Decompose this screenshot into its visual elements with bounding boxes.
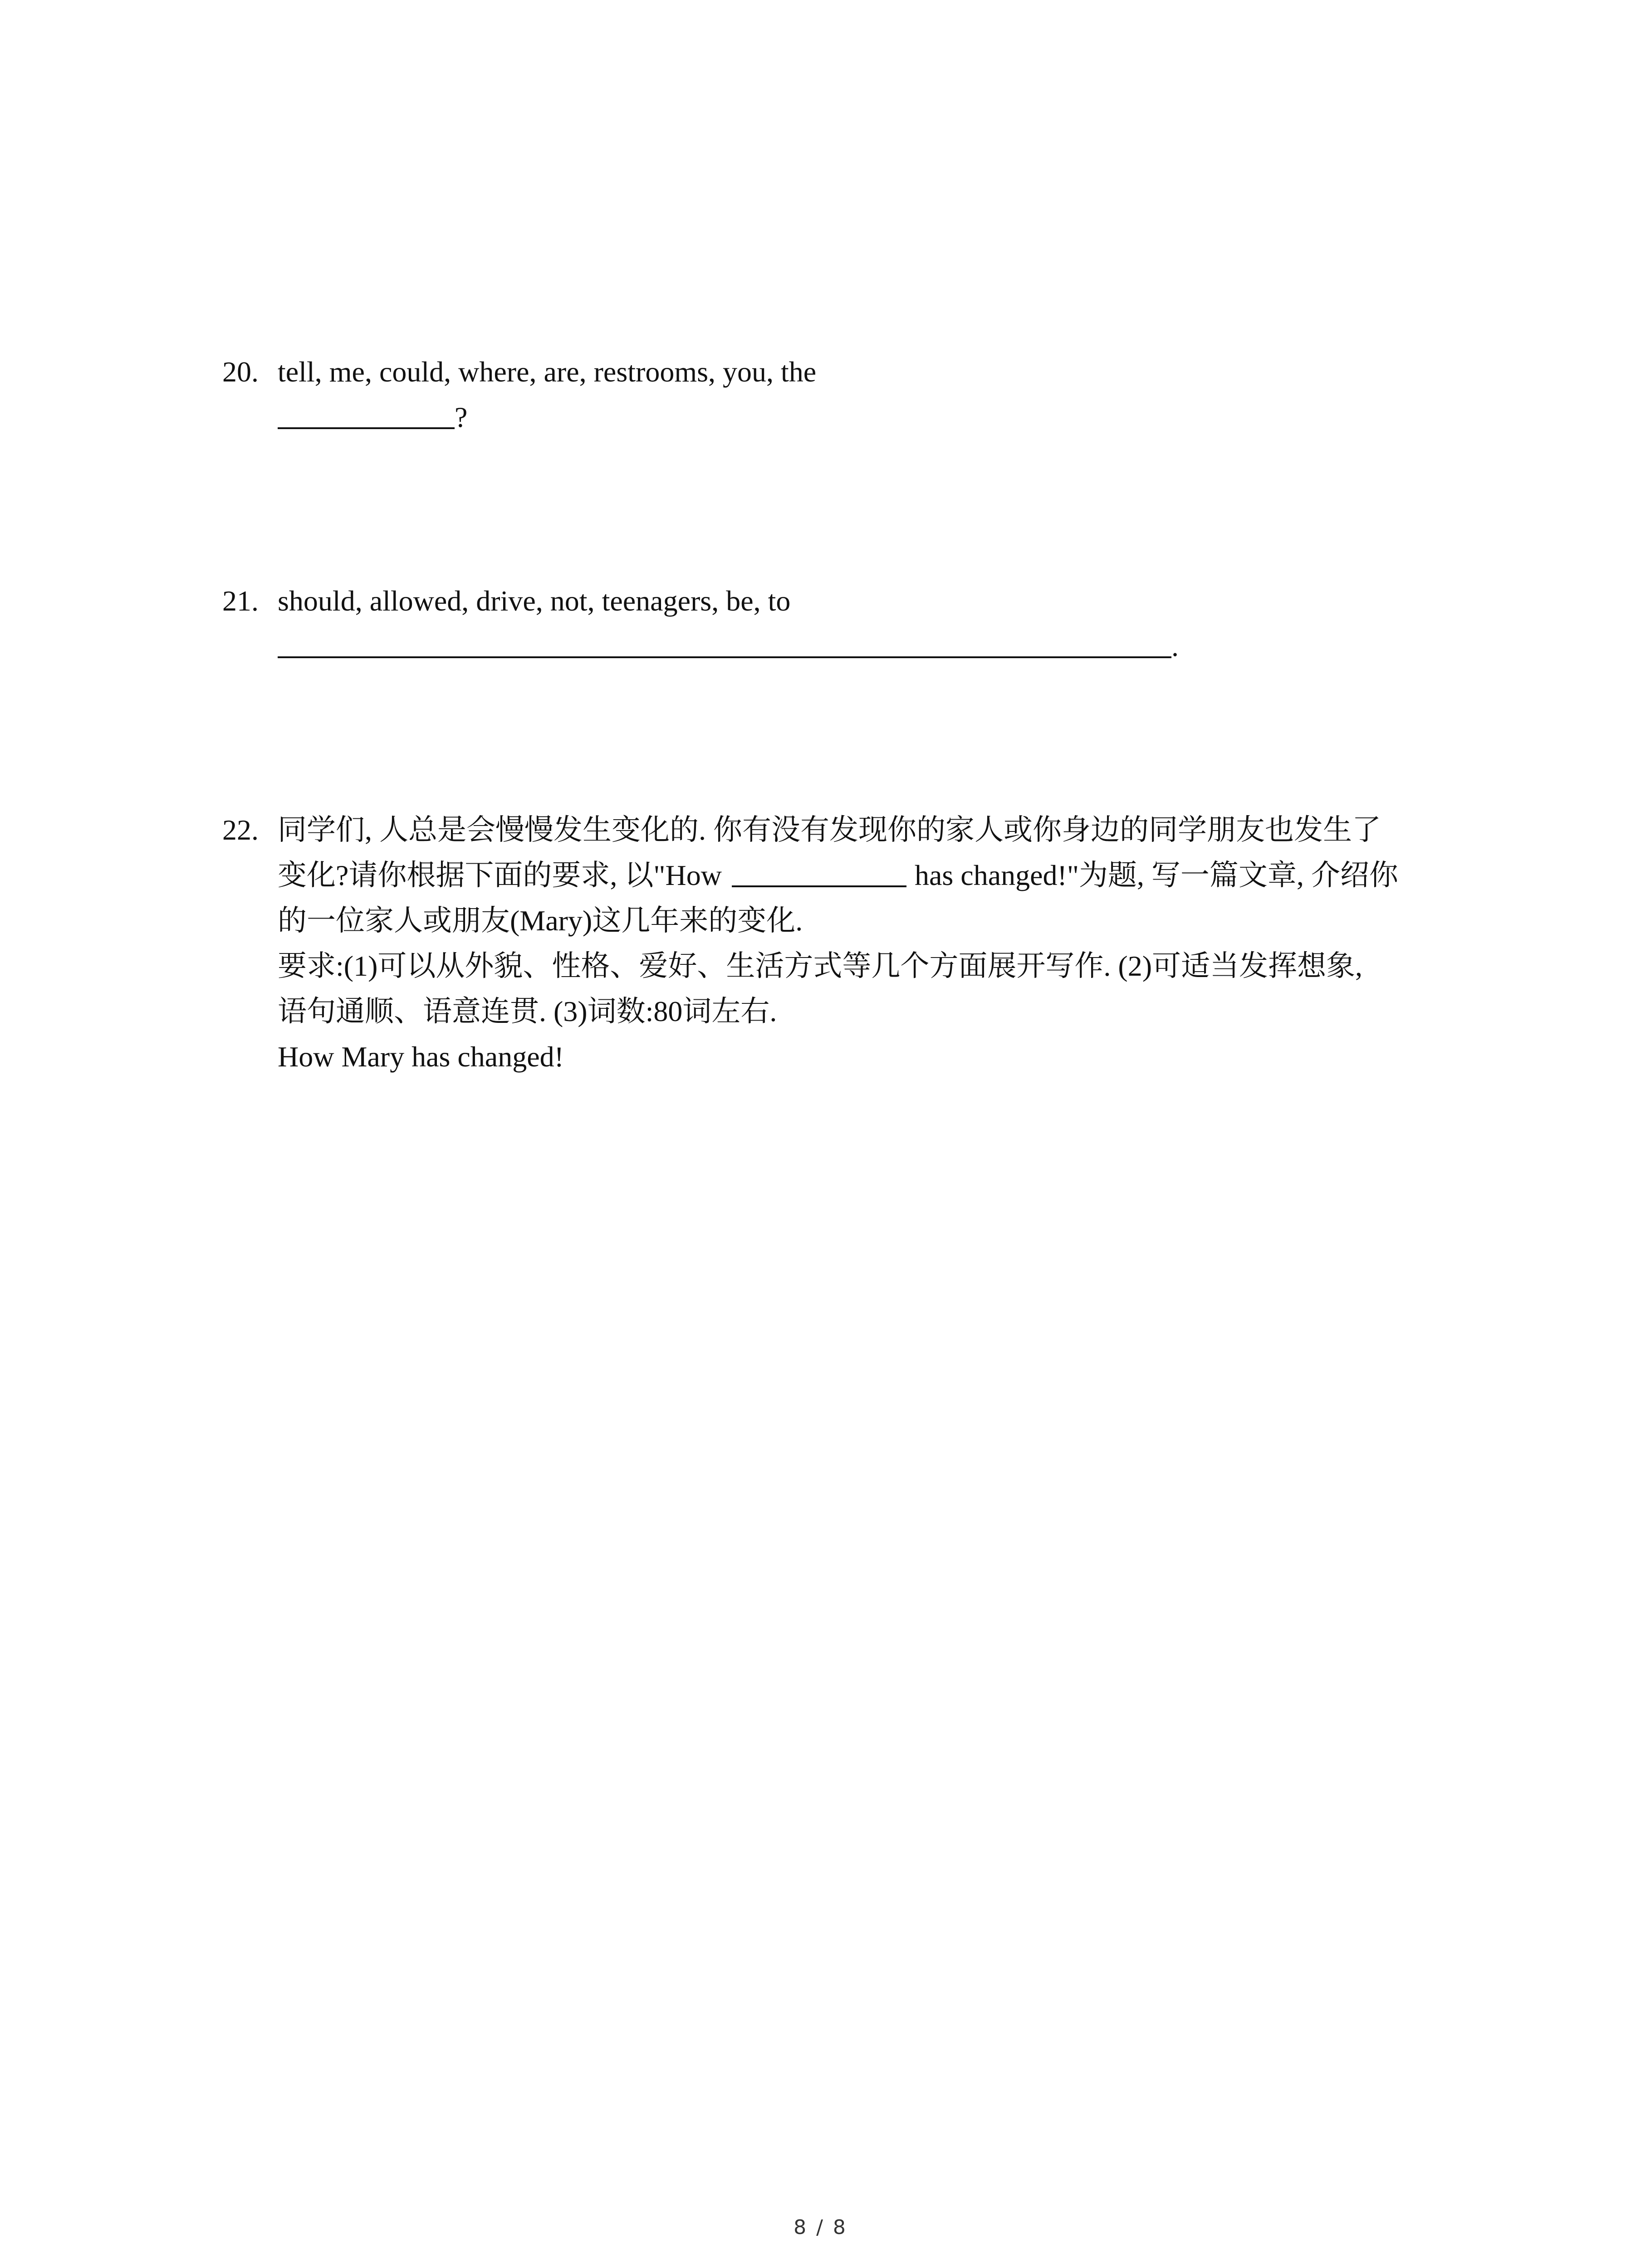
title-blank[interactable] xyxy=(732,853,906,887)
page-number: 8 / 8 xyxy=(794,2216,847,2239)
question-instruction-line-2 xyxy=(278,853,1470,898)
question-instruction-line-3: 的一位家人或朋友(Mary)这几年来的变化. xyxy=(278,904,803,937)
question-prompt: should, allowed, drive, not, teenagers, be, to xyxy=(278,585,791,617)
answer-line xyxy=(278,624,1470,669)
question-20 xyxy=(222,349,1470,440)
question-instruction-line-1: 同学们, 人总是会慢慢发生变化的. 你有没有发现你的家人或你身边的同学朋友也发生了 xyxy=(278,814,1381,846)
instruction-text-before-blank: 变化?请你根据下面的要求, 以"How xyxy=(278,859,722,891)
sentence-ending-punctuation: . xyxy=(1171,630,1179,662)
essay-title: How Mary has changed! xyxy=(278,1041,564,1073)
answer-line xyxy=(278,395,1470,440)
question-21 xyxy=(222,578,1470,669)
question-requirements-line-1: 要求:(1)可以从外貌、性格、爱好、生活方式等几个方面展开写作. (2)可适当发挥想象, xyxy=(278,950,1363,982)
question-number: 22. xyxy=(222,814,259,846)
question-number: 21. xyxy=(222,585,259,617)
question-prompt: tell, me, could, where, are, restrooms, you, the xyxy=(278,356,817,388)
instruction-text-after-blank: has changed!"为题, 写一篇文章, 介绍你 xyxy=(914,859,1398,891)
answer-blank[interactable] xyxy=(278,624,1171,658)
sentence-ending-punctuation: ? xyxy=(455,401,468,433)
question-21-prompt-line xyxy=(222,578,1470,624)
question-22-first-line xyxy=(222,807,1470,853)
answer-blank[interactable] xyxy=(278,395,455,429)
question-requirements-line-2: 语句通顺、语意连贯. (3)词数:80词左右. xyxy=(278,995,777,1027)
question-number: 20. xyxy=(222,356,259,388)
question-22 xyxy=(222,807,1470,1080)
question-20-prompt-line xyxy=(222,349,1470,395)
